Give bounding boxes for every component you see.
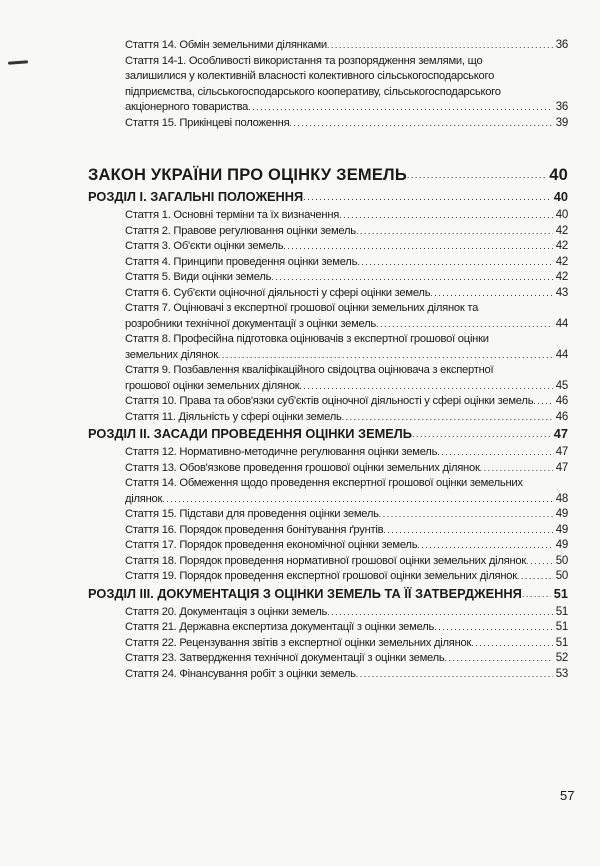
entry-title: Стаття 23. Затвердження технічної документації з оцінки земель . . . <box>125 652 445 664</box>
entry-page: 40 <box>551 189 568 205</box>
entry-title: Стаття 20. Документація з оцінки земель . . . <box>125 606 327 618</box>
toc-article[interactable] <box>125 620 568 636</box>
toc-article[interactable] <box>125 538 568 554</box>
entry-title: Стаття 22. Рецензування звітів з експертної оцінки земельних ділянок . . . <box>125 637 471 649</box>
entry-page: 39 <box>553 116 568 132</box>
toc-article[interactable] <box>125 54 568 116</box>
toc-article[interactable] <box>125 224 568 240</box>
entry-page: 49 <box>553 538 568 554</box>
toc-article[interactable] <box>125 605 568 621</box>
entry-title: РОЗДІЛ ІІ. ЗАСАДИ ПРОВЕДЕННЯ ОЦІНКИ ЗЕМЕЛЬ . . . <box>88 426 412 441</box>
entry-title: Стаття 13. Обов'язкове проведення грошової оцінки земельних ділянок . . . <box>125 462 480 474</box>
entry-title: Стаття 9. Позбавлення кваліфікаційного свідоцтва оцінювача з експертної грошової оцінки земельних ділянок . . . <box>125 364 493 392</box>
entry-page: 46 <box>553 394 568 410</box>
toc-article[interactable] <box>125 636 568 652</box>
toc-article[interactable] <box>125 239 568 255</box>
entry-title: Стаття 18. Порядок проведення нормативної грошової оцінки земельних ділянок . . . <box>125 555 526 567</box>
toc-article[interactable] <box>125 461 568 477</box>
entry-page: 49 <box>553 523 568 539</box>
entry-title: Стаття 2. Правове регулювання оцінки земель . . . <box>125 225 356 237</box>
entry-title: Стаття 16. Порядок проведення бонітування ґрунтів . . . <box>125 524 383 536</box>
entry-page: 36 <box>553 38 568 54</box>
entry-page: 47 <box>551 426 568 442</box>
entry-page: 47 <box>553 445 568 461</box>
toc-article[interactable] <box>125 410 568 426</box>
entry-page: 46 <box>553 410 568 426</box>
entry-page: 44 <box>553 348 568 364</box>
toc-article[interactable] <box>125 554 568 570</box>
entry-page: 52 <box>553 651 568 667</box>
entry-title: Стаття 21. Державна експертиза документації з оцінки земель . . . <box>125 621 434 633</box>
entry-title: Стаття 5. Види оцінки земель . . . <box>125 271 271 283</box>
entry-page: 45 <box>553 379 568 395</box>
entry-title: Стаття 7. Оцінювачі з експертної грошової оцінки земельних ділянок та розробники технічної документації з оцінки земель . . . <box>125 302 478 330</box>
entry-page: 40 <box>546 165 568 185</box>
entry-title: РОЗДІЛ ІІІ. ДОКУМЕНТАЦІЯ З ОЦІНКИ ЗЕМЕЛЬ ТА ЇЇ ЗАТВЕРДЖЕННЯ . . . <box>88 586 522 601</box>
entry-title: РОЗДІЛ І. ЗАГАЛЬНІ ПОЛОЖЕННЯ . . . <box>88 189 303 204</box>
entry-title: Стаття 3. Об'єкти оцінки земель . . . <box>125 240 283 252</box>
toc-article[interactable] <box>125 116 568 132</box>
toc-section-heading[interactable] <box>88 189 568 205</box>
entry-page: 51 <box>553 636 568 652</box>
entry-page: 47 <box>553 461 568 477</box>
entry-title: Стаття 15. Підстави для проведення оцінки земель . . . <box>125 508 379 520</box>
entry-title: Стаття 14. Обмін земельними ділянками . . . <box>125 39 327 51</box>
entry-page: 44 <box>553 317 568 333</box>
entry-title: Стаття 10. Права та обов'язки суб'єктів оціночної діяльності у сфері оцінки земель . . . <box>125 395 533 407</box>
entry-title: Стаття 8. Професійна підготовка оцінювачів з експертної грошової оцінки земельних ділянок . . . <box>125 333 489 361</box>
toc-section-heading[interactable] <box>88 586 568 602</box>
entry-title: ЗАКОН УКРАЇНИ ПРО ОЦІНКУ ЗЕМЕЛЬ . . . <box>88 166 407 184</box>
toc-article[interactable] <box>125 507 568 523</box>
toc-law-title[interactable] <box>88 165 568 185</box>
entry-page: 50 <box>553 569 568 585</box>
toc-article[interactable] <box>125 270 568 286</box>
toc-article[interactable] <box>125 569 568 585</box>
entry-page: 40 <box>553 208 568 224</box>
entry-page: 51 <box>551 586 568 602</box>
entry-title: Стаття 24. Фінансування робіт з оцінки земель . . . <box>125 668 356 680</box>
entry-title: Стаття 12. Нормативно-методичне регулювання оцінки земель . . . <box>125 446 437 458</box>
entry-title: Стаття 15. Прикінцеві положення . . . <box>125 117 289 129</box>
entry-page: 43 <box>553 286 568 302</box>
toc-article[interactable] <box>125 523 568 539</box>
entry-page: 42 <box>553 224 568 240</box>
page-number: 57 <box>560 788 575 803</box>
table-of-contents <box>88 38 568 682</box>
entry-title: Стаття 4. Принципи проведення оцінки земель . . . <box>125 256 357 268</box>
toc-article[interactable] <box>125 651 568 667</box>
entry-page: 51 <box>553 620 568 636</box>
entry-page: 42 <box>553 239 568 255</box>
toc-article[interactable] <box>125 255 568 271</box>
entry-title: Стаття 19. Порядок проведення експертної грошової оцінки земельних ділянок . . . <box>125 570 517 582</box>
entry-page: 42 <box>553 255 568 271</box>
entry-title: Стаття 14-1. Особливості використання та розпорядження землями, що залишилися у колективній власності колективного сільськогосподарського підприємства, сільськогосподарського кооперативу, сільськогосподарського акціонерного товариства . . . <box>125 55 501 114</box>
toc-section-heading[interactable] <box>88 426 568 442</box>
scan-mark <box>8 60 28 64</box>
toc-article[interactable] <box>125 332 568 363</box>
toc-article[interactable] <box>125 301 568 332</box>
entry-title: Стаття 1. Основні терміни та їх визначення . . . <box>125 209 339 221</box>
entry-title: Стаття 14. Обмеження щодо проведення експертної грошової оцінки земельних ділянок . . . <box>125 477 523 505</box>
entry-page: 49 <box>553 507 568 523</box>
entry-page: 48 <box>553 492 568 508</box>
entry-page: 42 <box>553 270 568 286</box>
entry-page: 51 <box>553 605 568 621</box>
entry-page: 50 <box>553 554 568 570</box>
entry-page: 36 <box>553 100 568 116</box>
entry-page: 53 <box>553 667 568 683</box>
toc-article[interactable] <box>125 286 568 302</box>
toc-article[interactable] <box>125 394 568 410</box>
toc-article[interactable] <box>125 363 568 394</box>
toc-article[interactable] <box>125 208 568 224</box>
toc-article[interactable] <box>125 476 568 507</box>
toc-article[interactable] <box>125 38 568 54</box>
toc-article[interactable] <box>125 445 568 461</box>
entry-title: Стаття 11. Діяльність у сфері оцінки земель . . . <box>125 411 342 423</box>
entry-title: Стаття 6. Суб'єкти оціночної діяльності у сфері оцінки земель . . . <box>125 287 430 299</box>
toc-article[interactable] <box>125 667 568 683</box>
entry-title: Стаття 17. Порядок проведення економічної оцінки земель . . . <box>125 539 417 551</box>
